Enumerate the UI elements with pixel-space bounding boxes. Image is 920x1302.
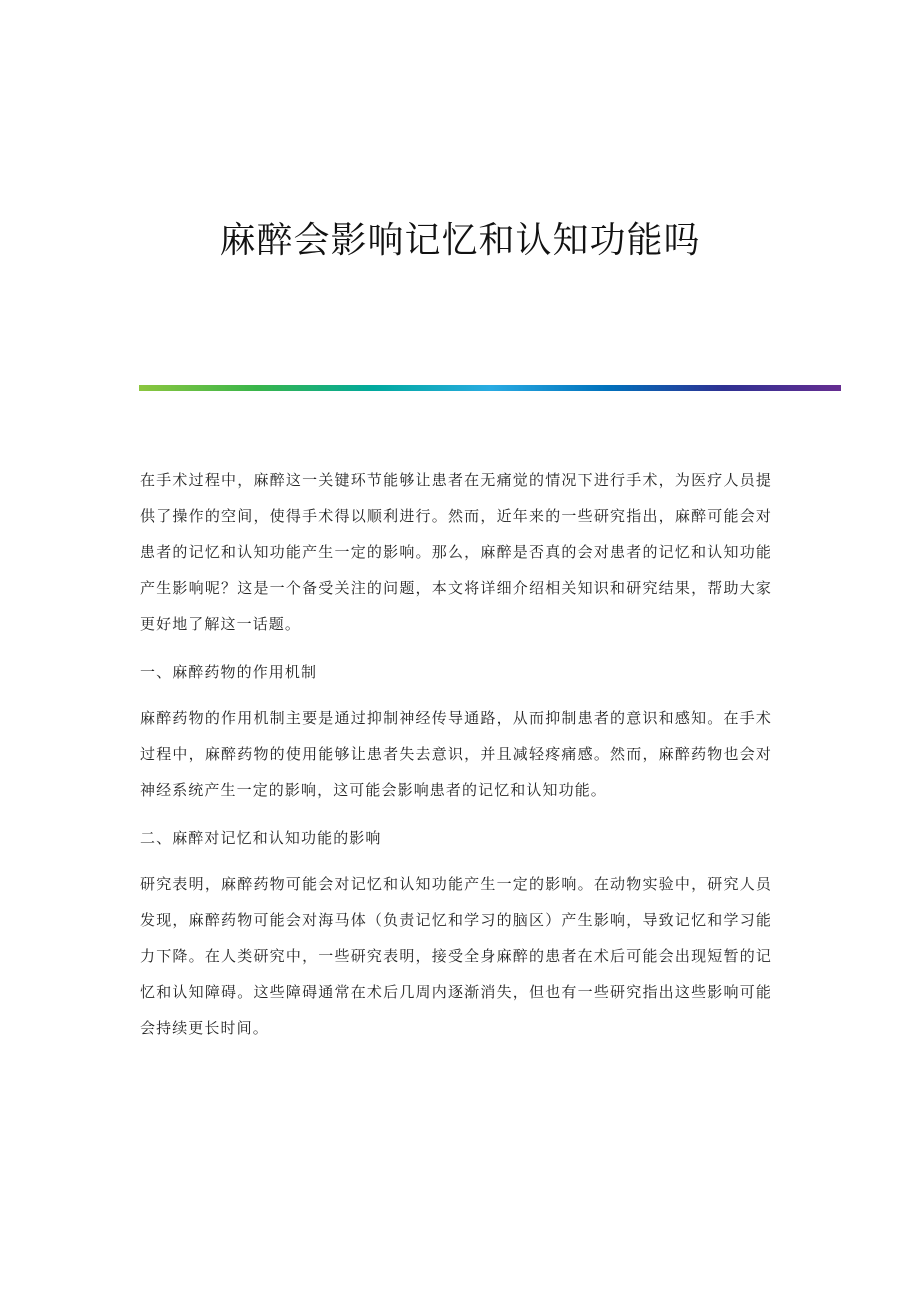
intro-paragraph: 在手术过程中，麻醉这一关键环节能够让患者在无痛觉的情况下进行手术，为医疗人员提供了操作的空间，使得手术得以顺利进行。然而，近年来的一些研究指出，麻醉可能会对患者的记忆和认知功能产生一定的影响。那么，麻醉是否真的会对患者的记忆和认知功能产生影响呢？这是一个备受关注的问题，本文将详细介绍相关知识和研究结果，帮助大家更好地了解这一话题。 xyxy=(140,471,772,633)
section-body-effects: 研究表明，麻醉药物可能会对记忆和认知功能产生一定的影响。在动物实验中，研究人员发现，麻醉药物可能会对海马体（负责记忆和学习的脑区）产生影响，导致记忆和学习能力下降。在人类研究中，一些研究表明，接受全身麻醉的患者在术后可能会出现短暂的记忆和认知障碍。这些障碍通常在术后几周内逐渐消失，但也有一些研究指出这些影响可能会持续更长时间。 xyxy=(140,875,772,1037)
gradient-divider xyxy=(139,385,841,391)
document-title: 麻醉会影响记忆和认知功能吗 xyxy=(219,220,701,261)
section-body-mechanism: 麻醉药物的作用机制主要是通过抑制神经传导通路，从而抑制患者的意识和感知。在手术过程中，麻醉药物的使用能够让患者失去意识，并且减轻疼痛感。然而，麻醉药物也会对神经系统产生一定的影响，这可能会影响患者的记忆和认知功能。 xyxy=(140,709,772,799)
section-heading-mechanism: 一、麻醉药物的作用机制 xyxy=(140,663,318,681)
section-heading-effects: 二、麻醉对记忆和认知功能的影响 xyxy=(140,829,382,847)
document-body xyxy=(140,462,772,1046)
